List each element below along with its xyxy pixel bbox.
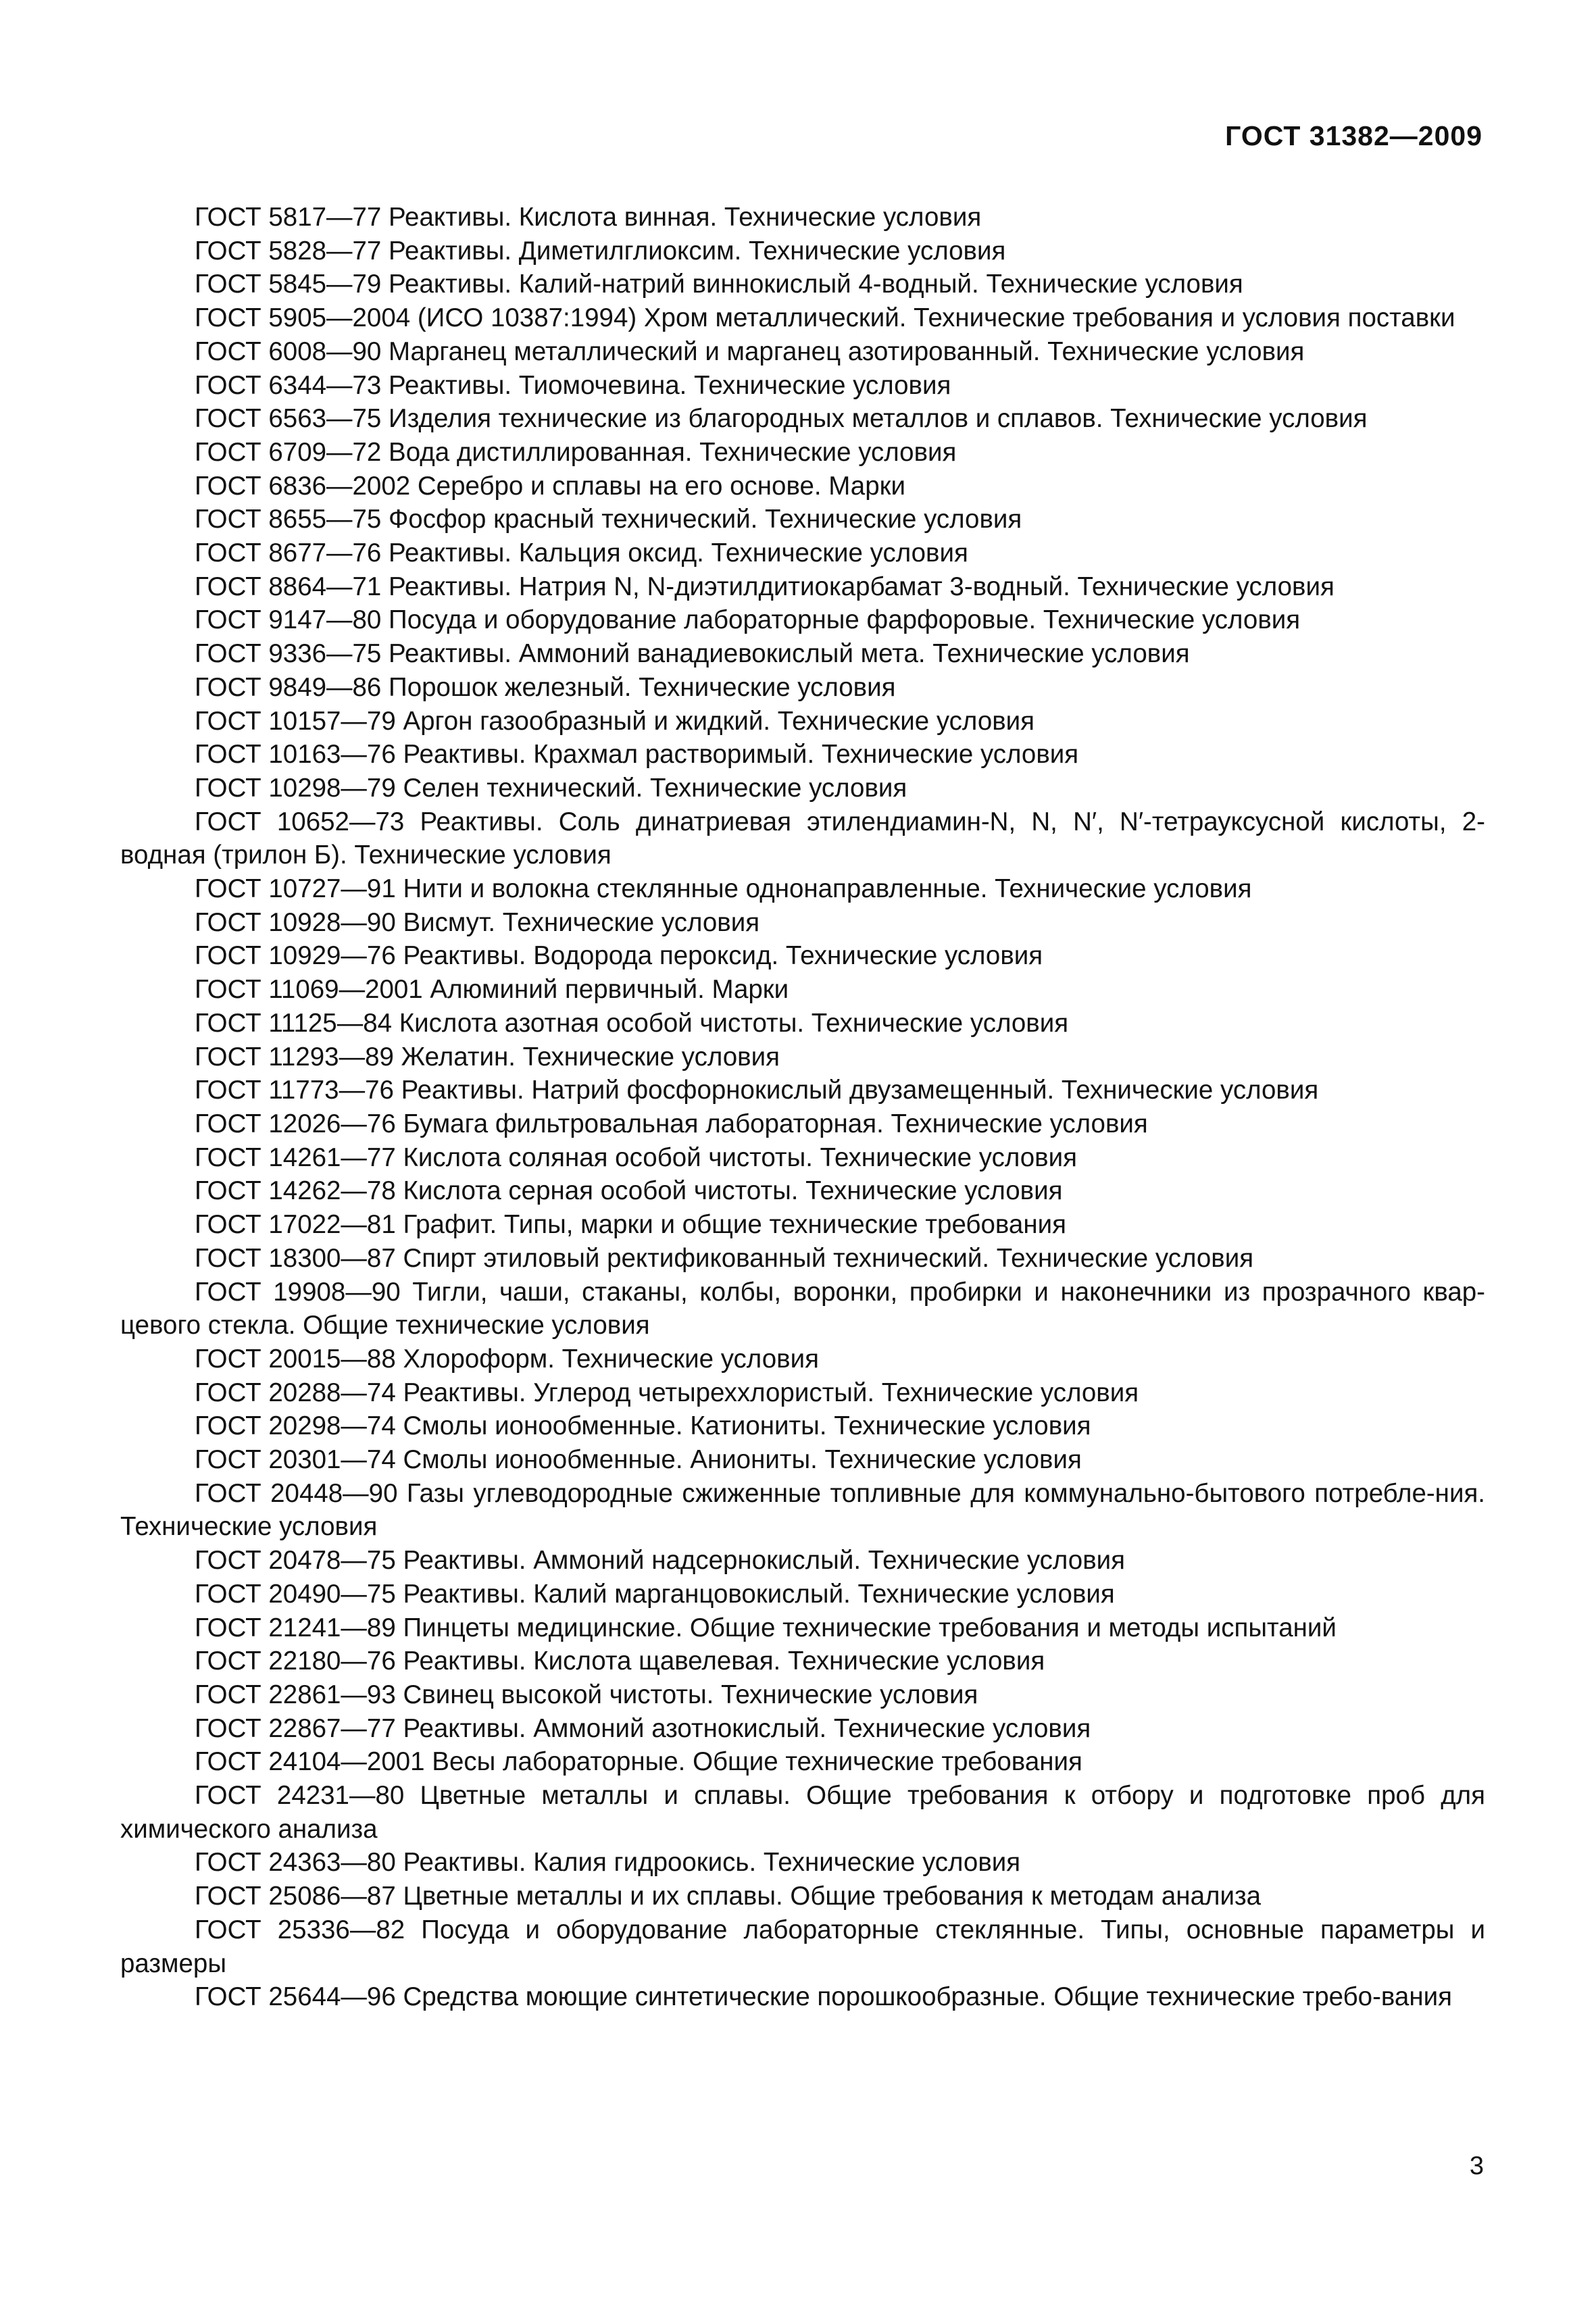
reference-item: ГОСТ 11125—84 Кислота азотная особой чистоты. Технические условия	[195, 1008, 1069, 1038]
reference-item: ГОСТ 6709—72 Вода дистиллированная. Технические условия	[195, 437, 957, 467]
reference-item: ГОСТ 17022—81 Графит. Типы, марки и общие технические требования	[195, 1210, 1066, 1240]
reference-item: ГОСТ 24363—80 Реактивы. Калия гидроокись. Технические условия	[195, 1848, 1021, 1878]
reference-item: ГОСТ 11773—76 Реактивы. Натрий фосфорнокислый двузамещенный. Технические условия	[195, 1076, 1319, 1105]
reference-item: ГОСТ 20298—74 Смолы ионообменные. Катиониты. Технические условия	[195, 1411, 1091, 1441]
reference-item: ГОСТ 24104—2001 Весы лабораторные. Общие технические требования	[195, 1747, 1082, 1777]
reference-item: ГОСТ 6008—90 Марганец металлический и марганец азотированный. Технические условия	[195, 336, 1305, 366]
reference-item: ГОСТ 8655—75 Фосфор красный технический. Технические условия	[195, 505, 1022, 534]
reference-item: ГОСТ 20015—88 Хлороформ. Технические условия	[195, 1344, 819, 1374]
reference-item: ГОСТ 22867—77 Реактивы. Аммоний азотнокислый. Технические условия	[195, 1713, 1091, 1743]
reference-item: ГОСТ 20478—75 Реактивы. Аммоний надсернокислый. Технические условия	[195, 1546, 1126, 1576]
reference-item: ГОСТ 20490—75 Реактивы. Калий марганцовокислый. Технические условия	[195, 1579, 1115, 1609]
reference-item: ГОСТ 9336—75 Реактивы. Аммоний ванадиевокислый мета. Технические условия	[195, 639, 1190, 669]
reference-item: ГОСТ 25086—87 Цветные металлы и их сплавы. Общие требования к методам анализа	[195, 1882, 1262, 1911]
reference-item: ГОСТ 18300—87 Спирт этиловый ректификованный технический. Технические условия	[195, 1243, 1254, 1273]
normative-references-list	[120, 201, 1485, 2014]
document-code-header: ГОСТ 31382—2009	[1225, 120, 1482, 151]
reference-item: ГОСТ 10928—90 Висмут. Технические условия	[195, 907, 760, 937]
reference-item: ГОСТ 5845—79 Реактивы. Калий-натрий виннокислый 4-водный. Технические условия	[195, 270, 1243, 299]
reference-item: ГОСТ 6563—75 Изделия технические из благородных металлов и сплавов. Технические условия	[195, 404, 1368, 434]
reference-item: ГОСТ 25336—82 Посуда и оборудование лабораторные стеклянные. Типы, основные параметры и размеры	[120, 1915, 1485, 1978]
reference-item: ГОСТ 25644—96 Средства моющие синтетические порошкообразные. Общие технические требо-вания	[195, 1982, 1452, 2012]
reference-item: ГОСТ 6836—2002 Серебро и сплавы на его основе. Марки	[195, 471, 905, 501]
reference-item: ГОСТ 10163—76 Реактивы. Крахмал растворимый. Технические условия	[195, 740, 1079, 770]
reference-item: ГОСТ 10298—79 Селен технический. Технические условия	[195, 773, 907, 803]
reference-item: ГОСТ 24231—80 Цветные металлы и сплавы. Общие требования к отбору и подготовке проб для химического анализа	[120, 1781, 1485, 1844]
reference-item: ГОСТ 22861—93 Свинец высокой чистоты. Технические условия	[195, 1680, 978, 1709]
reference-item: ГОСТ 8864—71 Реактивы. Натрия N, N-диэтилдитиокарбамат 3-водный. Технические условия	[195, 572, 1335, 601]
page-number: 3	[1469, 2152, 1484, 2180]
reference-item: ГОСТ 5828—77 Реактивы. Диметилглиоксим. Технические условия	[195, 236, 1006, 266]
reference-item: ГОСТ 20301—74 Смолы ионообменные. Аниониты. Технические условия	[195, 1445, 1082, 1475]
reference-item: ГОСТ 19908—90 Тигли, чаши, стаканы, колбы, воронки, пробирки и наконечники из прозрачного квар-цевого стекла. Общие технические условия	[120, 1277, 1485, 1340]
reference-item: ГОСТ 10652—73 Реактивы. Соль динатриевая этилендиамин-N, N, N′, N′-тетрауксусной кислоты, 2-водная (трилон Б). Технические условия	[120, 807, 1485, 870]
reference-item: ГОСТ 10727—91 Нити и волокна стеклянные однонаправленные. Технические условия	[195, 874, 1252, 904]
reference-item: ГОСТ 8677—76 Реактивы. Кальция оксид. Технические условия	[195, 538, 968, 568]
reference-item: ГОСТ 9147—80 Посуда и оборудование лабораторные фарфоровые. Технические условия	[195, 605, 1301, 635]
reference-item: ГОСТ 10157—79 Аргон газообразный и жидкий. Технические условия	[195, 706, 1035, 736]
reference-item: ГОСТ 14262—78 Кислота серная особой чистоты. Технические условия	[195, 1176, 1063, 1206]
reference-item: ГОСТ 6344—73 Реактивы. Тиомочевина. Технические условия	[195, 370, 951, 400]
reference-item: ГОСТ 14261—77 Кислота соляная особой чистоты. Технические условия	[195, 1142, 1077, 1172]
reference-item: ГОСТ 20448—90 Газы углеводородные сжиженные топливные для коммунально-бытового потребле-ния. Технические условия	[120, 1478, 1485, 1542]
reference-item: ГОСТ 20288—74 Реактивы. Углерод четыреххлористый. Технические условия	[195, 1378, 1139, 1407]
reference-item: ГОСТ 5817—77 Реактивы. Кислота винная. Технические условия	[195, 203, 982, 232]
reference-item: ГОСТ 21241—89 Пинцеты медицинские. Общие технические требования и методы испытаний	[195, 1613, 1337, 1642]
reference-item: ГОСТ 5905—2004 (ИСО 10387:1994) Хром металлический. Технические требования и условия поставки	[195, 303, 1455, 333]
reference-item: ГОСТ 22180—76 Реактивы. Кислота щавелевая. Технические условия	[195, 1646, 1045, 1676]
reference-item: ГОСТ 12026—76 Бумага фильтровальная лабораторная. Технические условия	[195, 1109, 1148, 1138]
reference-item: ГОСТ 9849—86 Порошок железный. Технические условия	[195, 672, 896, 702]
reference-item: ГОСТ 11293—89 Желатин. Технические условия	[195, 1042, 780, 1072]
reference-item: ГОСТ 10929—76 Реактивы. Водорода пероксид. Технические условия	[195, 941, 1043, 971]
reference-item: ГОСТ 11069—2001 Алюминий первичный. Марки	[195, 975, 789, 1005]
